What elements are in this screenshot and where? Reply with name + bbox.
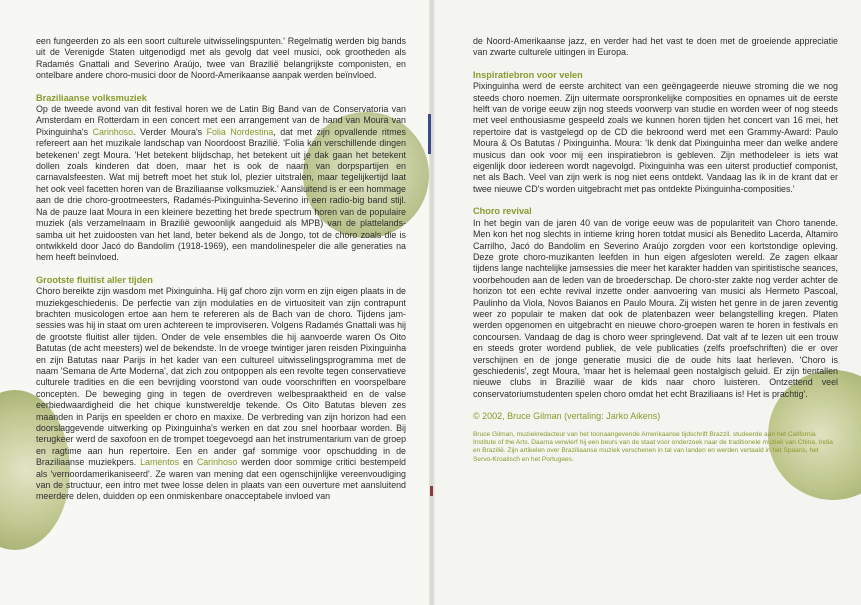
- right-column: [473, 36, 838, 464]
- title-carinhoso-2: Carinhoso: [196, 457, 238, 468]
- title-carinhoso: Carinhoso: [92, 126, 134, 137]
- text-run: , dat met zijn opvallende ritmes refereert aan het muzikale landschap van Noordoost Brazilië. 'Folia kan verschillende dingen betekenen' zegt Moura. 'Het betekent blijdschap, het betekent uit je dak gaan het betekent dollen zoals kinderen dat doen, maar het is ook de naam van dorpspartijen en carnavalsfeesten. Wat mij betreft moet het stuk lol, plezier uitstralen, maar tegelijkertijd laat het ook veel facetten horen van de Braziliaanse volksmuziek.' Aansluitend is er een hommage aan de drie choro-grootmeesters, Radamés-Pixinguinha-Severino in een radio-big band stijl. Na de pauze laat Moura in een kleinere bezetting het brede spectrum horen van de populaire muziek (als verzamelnaam in Brazilië gewoonlijk aangeduid als MPB) van de plattelands-samba uit het zuidoosten van het land, beter bekend als de Jongo, tot de choro zoals die is ontwikkeld door Jacó do Bandolim (1918-1969), een mandolinespeler die alle generaties na hem heeft beïnvloed.: [36, 126, 406, 263]
- title-folia-nordestina: Folia Nordestina: [206, 126, 274, 137]
- left-column: [36, 36, 406, 514]
- heading-inspiratiebron: Inspiratiebron voor velen: [473, 69, 583, 80]
- photo-bookmark-mark: [428, 114, 431, 154]
- paragraph-intro: een fungeerden zo als een soort culturele uitwisselingspunten.' Regelmatig werden big bands uit de Verenigde Staten uitgenodigd met als gevolg dat veel musici, ook grootheden als Radamés Gnattali and Severino Araújo, twee van Brazilië belangrijkste componisten, en ontelbare andere choro-musici door de Noord-Amerikaanse aanpak werden beïnvloed.: [36, 36, 406, 81]
- title-lamentos: Lamentos: [140, 457, 180, 468]
- copyright-line: © 2002, Bruce Gilman (vertaling: Jarko Aikens): [473, 411, 661, 422]
- text-run: werden door sommige critici bestempeld als 'vernoordamerikaniseerd'. Ze waren van mening dat een ogenschijnlijke vereenvoudiging van de structuur, een intro met twee losse delen in plaats van een ouverture met aansluitend meerdere delen, duidden op een onmiskenbare onacceptabele invloed van: [36, 457, 406, 502]
- text-run: Choro bereikte zijn wasdom met Pixinguinha. Hij gaf choro zijn vorm en zijn eigen plaats in de muziekgeschiedenis. De perfectie van zijn modulaties en de virtuositeit van zijn contrapunt brachten musicologen ertoe aan hem te refereren als de Bach van de choro. Tijdens jam-sessies was hij in staat om uren achtereen te improviseren. Volgens Radamés Gnattali was hij de grootste fluitist aller tijden. Onder de vele ensembles die hij aanvoerde waren Os Oito Batutas (de acht meesters) wel de bekendste. In de vroege twintiger jaren reisden Pixinguinha en zijn Batutas naar Parijs in het kader van een cultureel uitwisselingsprogramma met de naam 'Semana de Arte Moderna', dat zich zou ontpoppen als een revolte tegen conservatieve culturele tradities en die een bevrijding voorstond van oude voorschriften en voorspelbare concepten. De beweging ging in tegen de overdreven welbespraaktheid en de valse eerbiedwaardigheid die het chique kunstwereldje tekende. Os Oito Batutas bleven zes maanden in Parijs en speelden er choro en maxixe. De verbreding van zijn horizon had een doorslaggevende uitwerking op Pixinguinha's werken en dat zou snel hoorbaar worden. Bij terugkeer werd de saxofoon en de trompet toegevoegd aan het instrumentarium van de groep en ragtime aan hun repertoire. Een en ander gaf sommige voor opschudding in de Braziliaanse muziekpers.: [36, 286, 407, 468]
- page-spine: [429, 0, 435, 605]
- heading-choro-revival: Choro revival: [473, 206, 532, 217]
- author-bio: Bruce Gilman, muziekredacteur van het toonaangevende Amerikaanse tijdschrift Brazzil, studeerde aan het California Institute of the Arts. Daarna verwierf hij een beurs van de staat voor onderzoek naar de traditionele muziek van China, India en Brazilië. Zijn artikelen over Braziliaanse muziek verschenen in tal van landen en werden vertaald in het Spaans, het Servo-Kroatisch en het Portugees.: [473, 430, 833, 463]
- paragraph-fluitist: [36, 286, 406, 503]
- paragraph-choro-revival: In het begin van de jaren 40 van de vorige eeuw was de populariteit van Choro tanende. Men kon het nog slechts in intieme kring horen totdat musici als Benedito Lacerda, Altamiro Carrilho, Jacó do Bandolim en Severino Araújo zorgden voor een kortstondige opleving. Deze grote choro-muzikanten leefden in hun eigen afgesloten wereld. Ze zagen elkaar tijdens lange nachtelijke jamsessies die meer het karakter hadden van spiritistische seances, voorbehouden aan de leden van de broederschap. De choro-ster zakte nog verder achter de horizon tot een echte revival inzette onder aanvoering van musici als Hermeto Pascoal, Paulinho da Viola, Novos Baianos en Paulo Moura. Zij wisten het genre in de jaren zeventig weer zo populair te maken dat ook de platenbazen weer belangstelling kregen. Platen werden opgenomen en uitgebracht en nieuwe choro-groepen waren te horen in festivals en concoursen. Vandaag de dag is choro weer springlevend. Dat valt af te lezen uit een trouw en steeds groter wordend publiek, de vele publicaties (zelfs proefschriften) die er over verschijnen en de jonge generatie musici die de oude hits laat herleven. 'Choro is geschiedenis', zegt Moura, 'maar het is helemaal geen nostalgisch geluid. Er zijn tientallen nieuwe clubs in Brazilië waar de kids naar choro luisteren. Ontzettend veel conservatoriumstudenten spelen choro omdat het echt Braziliaans is! Het is prachtig'.: [473, 217, 838, 399]
- paragraph-continuation: de Noord-Amerikaanse jazz, en verder had het vast te doen met de groeiende appreciatie van zwarte culturele uitingen in Europa.: [473, 36, 838, 58]
- text-run: en: [179, 457, 197, 468]
- paragraph-inspiratiebron: Pixinguinha werd de eerste architect van een geëngageerde nieuwe stroming die we nog steeds choro noemen. Zijn uitermate oorspronkelijke composities en opnames uit de eerste helft van de vorige eeuw zijn nog steeds voorwerp van studie en worden weer of nog steeds met veel enthousiasme gespeeld zoals we kunnen horen tijden het concert van 16 mei, het repertoire dat is vastgelegd op de CD die bekroond werd met een Grammy-Award: Paulo Moura & Os Batutas / Pixinguinha. Moura: 'Ik denk dat Pixinguinha meer dan welke andere musicus dan ook voor mij een inspiratiebron is gebleven. Zijn methodeleer is iets wat eigenlijk door iedereen wordt nagevolgd. Pixinguinha was een uiterst productief componist, net als Bach. Veel van zijn werk is nog niet eens ontdekt. Vandaag las ik in de krant dat er twee nieuwe CD's worden uitgebracht met pas ontdekte Pixinguinha-composities.': [473, 81, 838, 194]
- heading-grootste-fluitist: Grootste fluitist aller tijden: [36, 274, 153, 285]
- heading-braziliaanse-volksmuziek: Braziliaanse volksmuziek: [36, 92, 147, 103]
- text-run: Op de tweede avond van dit festival horen we de Latin Big Band van de Conservatoria van Amsterdam en Rotterdam in een concert met een arrangement van de hand van Moura van Pixinguinha's: [36, 104, 406, 137]
- text-run: . Verder Moura's: [133, 126, 207, 137]
- photo-bookmark-mark-red: [430, 486, 433, 496]
- paragraph-volksmuziek: [36, 104, 406, 264]
